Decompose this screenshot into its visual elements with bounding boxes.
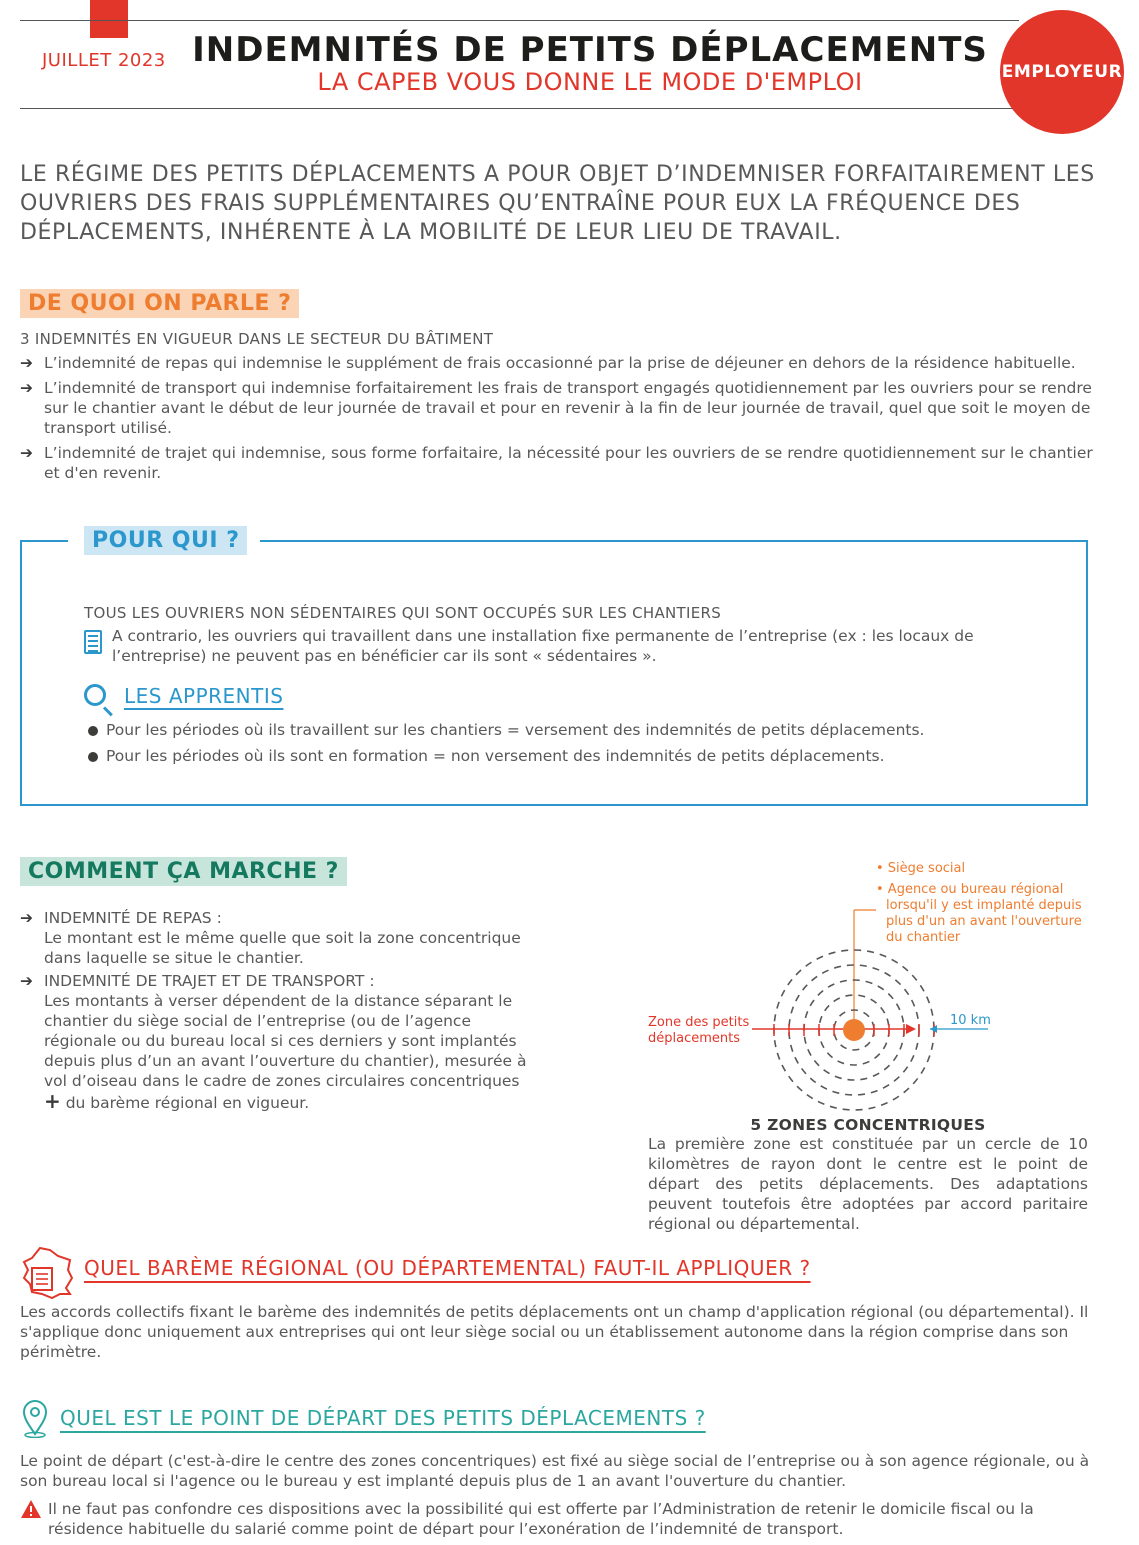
pour-qui-content: TOUS LES OUVRIERS NON SÉDENTAIRES QUI SONT OCCUPÉS SUR LES CHANTIERS A contrario, les ouvriers qui travaillent dans une installation fixe permanente de l’entreprise (ex : les locaux de l’entreprise) ne peuvent pas en bénéficier car ils sont « sédentaires ». LES APPRENTIS Pour les périodes où ils travaillent sur les chantiers = versement des indemnités de petits déplacements. Pour les périodes où ils sont en formation = non versement des indemnités de petits déplacements.: [84, 604, 1044, 666]
pour-qui-note: A contrario, les ouvriers qui travaillent dans une installation fixe permanente de l’entreprise (ex : les locaux de l’entreprise) ne peuvent pas en bénéficier car ils sont « sédentaires ».: [112, 627, 974, 665]
apprentis-list: [84, 720, 1044, 772]
section-title-bareme: QUEL BARÈME RÉGIONAL (OU DÉPARTEMENTAL) FAUT-IL APPLIQUER ?: [84, 1256, 811, 1280]
section-title-marche: COMMENT ÇA MARCHE ?: [20, 857, 347, 886]
bullet-icon: [88, 726, 98, 736]
arrow-icon: ➔: [20, 972, 33, 990]
list-item: ➔ L’indemnité de repas qui indemnise le supplément de frais occasionné par la prise de déjeuner en dehors de la résidence habituelle.: [20, 354, 1076, 372]
arrow-icon: ➔: [20, 354, 33, 372]
section-marche: [20, 908, 540, 1116]
zone-label: Zone des petits déplacements: [648, 1015, 750, 1046]
arrow-icon: ➔: [20, 444, 33, 462]
list-item: ➔ L’indemnité de trajet qui indemnise, sous forme forfaitaire, la nécessité pour les ouvriers de se rendre quotidiennement sur le chantier et d'en revenir.: [20, 444, 1093, 482]
warning-icon: [20, 1499, 42, 1519]
france-map-icon: [20, 1244, 76, 1300]
arrow-icon: ➔: [20, 909, 33, 927]
list-item: ➔ INDEMNITÉ DE TRAJET ET DE TRANSPORT : Les montants à verser dépendent de la distance séparant le chantier du siège social de l’entreprise (ou de l’agence régionale ou du bureau local si ces derniers y sont implantés depuis plus d’un an avant l’ouverture du chantier), mesurée à vol d’oiseau dans le cadre de zones circulaires concentriques + du barème régional en vigueur.: [20, 972, 527, 1113]
zones-caption-title: 5 ZONES CONCENTRIQUES: [750, 1116, 986, 1134]
legend-agence: • Agence ou bureau régional lorsqu'il y est implanté depuis plus d'un an avant l'ouverture du chantier: [876, 882, 1082, 945]
zones-diagram: [640, 855, 1110, 1125]
section-title-pour-qui: POUR QUI ?: [84, 526, 247, 555]
employeur-badge: EMPLOYEUR: [1000, 10, 1124, 134]
list-item: ➔ L’indemnité de transport qui indemnise forfaitairement les frais de transport engagés quotidiennement par les ouvriers pour se rendre sur le chantier avant le début de leur journée de travail et pour en revenir à la fin de leur journée de travail, quel que soit le moyen de transport utilisé.: [20, 379, 1092, 437]
header-top-rule: [20, 20, 1019, 21]
center-point: [843, 1019, 865, 1041]
bareme-text: Les accords collectifs fixant le barème des indemnités de petits déplacements ont un champ d'application régional (ou départemental). Il s'applique donc uniquement aux entreprises qui ont leur siège social ou un établissement autonome dans la région comprise dans son périmètre.: [20, 1303, 1089, 1361]
depart-content: [20, 1451, 1100, 1539]
page-title: INDEMNITÉS DE PETITS DÉPLACEMENTS: [192, 30, 988, 70]
bullet-icon: [88, 752, 98, 762]
quoi-subtitle: 3 INDEMNITÉS EN VIGUEUR DANS LE SECTEUR DU BÂTIMENT: [20, 330, 494, 348]
zones-caption-text: La première zone est constituée par un cercle de 10 kilomètres de rayon dont le centre est le point de départ des petits déplacements. Des adaptations peuvent toutefois être adoptées par accord paritaire régional ou départemental.: [648, 1135, 1088, 1233]
header-red-tab: [90, 0, 128, 38]
km-label: 10 km: [950, 1013, 991, 1028]
arrow-icon: ➔: [20, 379, 33, 397]
depart-text: Le point de départ (c'est-à-dire le centre des zones concentriques) est fixé au siège social de l’entreprise ou à son agence régionale, ou à son bureau local si l'agence ou le bureau y est implanté depuis plus de 1 an avant l'ouverture du chantier.: [20, 1452, 1090, 1490]
pour-qui-subtitle: TOUS LES OUVRIERS NON SÉDENTAIRES QUI SONT OCCUPÉS SUR LES CHANTIERS: [84, 604, 722, 622]
plus-icon: +: [44, 1089, 61, 1113]
magnifier-icon: [84, 684, 106, 706]
warning-note: Il ne faut pas confondre ces dispositions avec la possibilité qui est offerte par l’Administration de retenir le domicile fiscal ou la résidence habituelle du salarié comme point de départ pour l’exonération de l’indemnité de transport.: [20, 1499, 1100, 1539]
header-date: JUILLET 2023: [42, 50, 166, 71]
box-top-border: [260, 540, 1088, 542]
list-item: ➔ INDEMNITÉ DE REPAS : Le montant est le même quelle que soit la zone concentrique dans laquelle se situe le chantier.: [20, 909, 521, 967]
zones-caption: [648, 1116, 1088, 1234]
section-title-quoi: DE QUOI ON PARLE ?: [20, 289, 299, 318]
concentric-zones-svg: [640, 855, 1110, 1125]
location-pin-icon: [20, 1398, 50, 1438]
section-title-depart: QUEL EST LE POINT DE DÉPART DES PETITS DÉPLACEMENTS ?: [60, 1406, 706, 1430]
arrow-head: [906, 1024, 916, 1034]
intro-paragraph: LE RÉGIME DES PETITS DÉPLACEMENTS A POUR OBJET D’INDEMNISER FORFAITAIREMENT LES OUVRIERS DES FRAIS SUPPLÉMENTAIRES QU’ENTRAÎNE POUR EUX LA FRÉQUENCE DES DÉPLACEMENTS, INHÉRENTE À LA MOBILITÉ DE LEUR LIEU DE TRAVAIL.: [20, 162, 1095, 245]
list-item: Pour les périodes où ils sont en formation = non versement des indemnités de petits déplacements.: [84, 746, 1044, 766]
box-top-border: [20, 540, 68, 542]
page-subtitle: LA CAPEB VOUS DONNE LE MODE D'EMPLOI: [317, 68, 863, 96]
document-icon: [84, 630, 102, 654]
list-item: Pour les périodes où ils travaillent sur les chantiers = versement des indemnités de petits déplacements.: [84, 720, 1044, 740]
legend-siege: • Siège social: [876, 861, 966, 876]
header-bottom-rule: [20, 108, 1019, 109]
section-quoi: [20, 330, 1100, 488]
